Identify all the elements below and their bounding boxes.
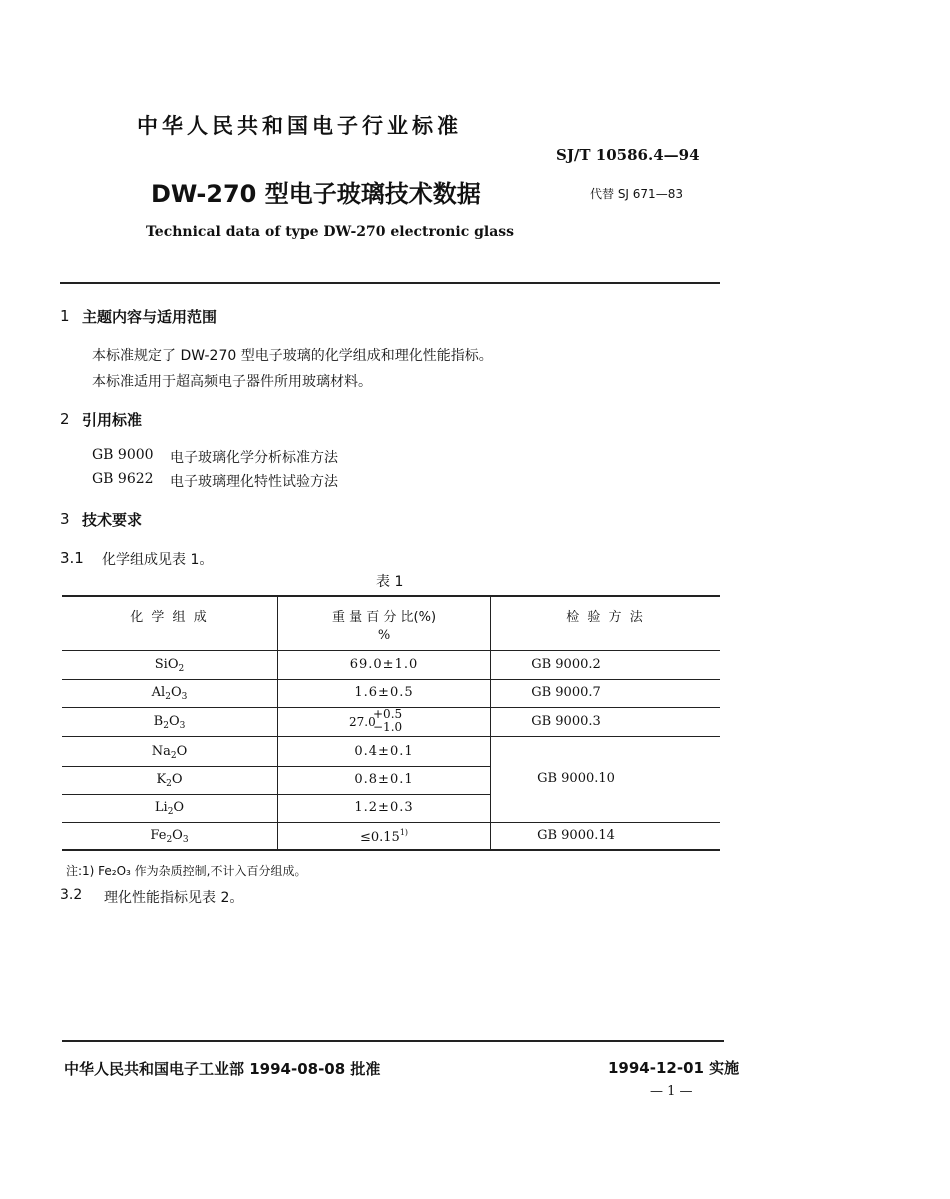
- section-3-2-number: 3.2: [60, 887, 83, 903]
- reference-2-code: GB 9622: [92, 471, 154, 487]
- section-2-title: 引用标准: [82, 411, 143, 429]
- page-number: — 1 —: [650, 1084, 693, 1099]
- weight-percent-cell: $\le 0.15^{1)}$: [359, 828, 409, 845]
- section-3-2-text: 理化性能指标见表 2。: [104, 890, 244, 906]
- document-title: DW-270 型电子玻璃技术数据: [151, 180, 481, 208]
- english-title: Technical data of type DW-270 electronic glass: [146, 224, 515, 240]
- approval-statement: 中华人民共和国电子工业部 1994-08-08 批准: [64, 1060, 381, 1078]
- section-2-number: 2: [60, 410, 70, 428]
- test-method-cell: GB 9000.7: [531, 685, 601, 700]
- reference-2-title: 电子玻璃理化特性试验方法: [170, 474, 338, 490]
- composition-cell: $B_2O_3$: [153, 714, 186, 731]
- test-method-cell: GB 9000.14: [537, 828, 615, 843]
- composition-cell: $Li_2O$: [154, 800, 185, 817]
- composition-cell: $Fe_2O_3$: [150, 828, 189, 845]
- section-3-number: 3: [60, 510, 70, 528]
- composition-cell: $K_2O$: [156, 772, 183, 789]
- footer-divider: [62, 1040, 724, 1042]
- section-3-1-text: 化学组成见表 1。: [102, 552, 214, 568]
- effective-date: 1994-12-01 实施: [608, 1059, 740, 1077]
- test-method-cell: GB 9000.2: [531, 657, 601, 672]
- weight-percent-cell: 0.8±0.1: [354, 772, 414, 787]
- test-method-merged-cell: GB 9000.10: [537, 771, 615, 786]
- table-header-test-method: 检 验 方 法: [566, 610, 645, 625]
- section-1-title: 主题内容与适用范围: [82, 308, 218, 326]
- weight-percent-cell: 1.2±0.3: [354, 800, 414, 815]
- weight-percent-cell: 0.4±0.1: [354, 744, 414, 759]
- section-1-paragraph-2: 本标准适用于超高频电子器件所用玻璃材料。: [92, 374, 372, 390]
- table-header-weight-unit: %: [377, 628, 391, 643]
- test-method-cell: GB 9000.3: [531, 714, 601, 729]
- weight-percent-cell: 69.0±1.0: [349, 657, 419, 672]
- composition-cell: $Al_2O_3$: [151, 685, 188, 702]
- section-1-number: 1: [60, 307, 70, 325]
- section-1-paragraph-1: 本标准规定了 DW-270 型电子玻璃的化学组成和理化性能指标。: [92, 348, 493, 364]
- issuing-organization: 中华人民共和国电子行业标准: [137, 114, 462, 138]
- standard-code: SJ/T 10586.4—94: [556, 146, 700, 164]
- replaces-note: 代替 SJ 671—83: [590, 187, 683, 201]
- table-header-weight-percent: 重 量 百 分 比(%): [331, 610, 437, 625]
- section-3-title: 技术要求: [82, 511, 143, 529]
- section-3-1-number: 3.1: [60, 549, 84, 567]
- table-1-caption: 表 1: [376, 574, 404, 590]
- table-header-composition: 化 学 组 成: [130, 610, 209, 625]
- reference-1-code: GB 9000: [92, 447, 154, 463]
- composition-cell: SiO$_2$: [154, 657, 185, 674]
- composition-cell: $Na_2O$: [151, 744, 188, 761]
- weight-percent-cell: 1.6±0.5: [354, 685, 414, 700]
- reference-1-title: 电子玻璃化学分析标准方法: [170, 450, 338, 466]
- table-1-footnote: 注:1) Fe₂O₃ 作为杂质控制,不计入百分组成。: [66, 864, 307, 878]
- header-divider: [60, 282, 720, 284]
